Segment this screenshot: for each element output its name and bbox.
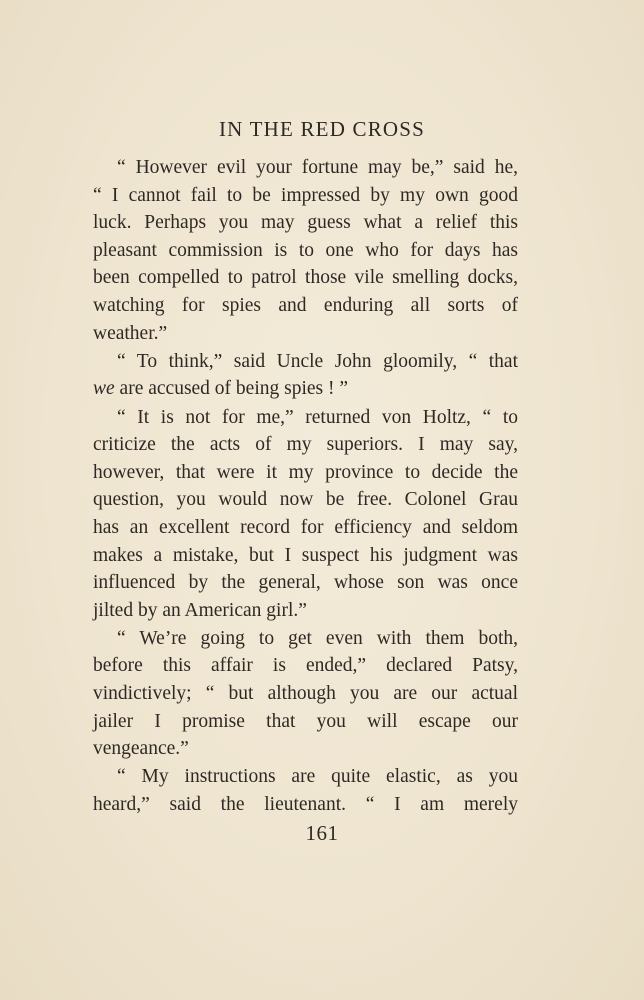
text-line: vengeance.” — [93, 738, 189, 760]
text-line: “ However evil your fortune may be,” said he, — [117, 157, 518, 178]
paragraph — [93, 404, 518, 625]
text-line: “ I cannot fail to be impressed by my own good — [93, 184, 518, 206]
text-line: before this affair is ended,” declared Patsy, — [93, 655, 518, 677]
text-line: luck. Perhaps you may guess what a relief this — [93, 212, 518, 234]
text-line: pleasant commission is to one who for days has — [93, 239, 518, 261]
paragraph — [93, 763, 518, 818]
text-line: vindictively; “ but although you are our actual — [93, 683, 518, 705]
text-line: “ To think,” said Uncle John gloomily, “ that — [117, 350, 518, 372]
text-line: question, you would now be free. Colonel Grau — [93, 489, 518, 511]
page-number: 161 — [305, 821, 339, 845]
text-line: however, that were it my province to decide the — [93, 461, 518, 483]
text-line: influenced by the general, whose son was once — [93, 572, 518, 594]
body-text — [93, 154, 518, 819]
text-line: been compelled to patrol those vile smelling docks, — [93, 267, 518, 289]
text-line: “ It is not for me,” returned von Holtz, “ to — [117, 406, 518, 428]
text-line: has an excellent record for efficiency and seldom — [93, 516, 518, 538]
text-line: “ My instructions are quite elastic, as you — [117, 766, 518, 788]
italic-word: we — [93, 378, 115, 400]
line-remainder: are accused of being spies ! ” — [119, 378, 349, 400]
text-line: jailer I promise that you will escape our — [93, 710, 518, 732]
text-line: “ We’re going to get even with them both, — [117, 627, 518, 649]
text-line: jilted by an American girl.” — [93, 599, 307, 621]
text-line — [93, 375, 518, 403]
text-line: makes a mistake, but I suspect his judgment was — [93, 544, 518, 566]
paragraph — [93, 625, 518, 763]
paragraph — [93, 348, 518, 403]
text-line: heard,” said the lieutenant. “ I am merely — [93, 794, 518, 816]
running-head: IN THE RED CROSS — [218, 117, 426, 141]
paragraph — [93, 154, 518, 347]
text-line: watching for spies and enduring all sorts of — [93, 294, 518, 316]
text-line: criticize the acts of my superiors. I may say, — [93, 434, 518, 456]
text-line: weather.” — [93, 322, 168, 344]
